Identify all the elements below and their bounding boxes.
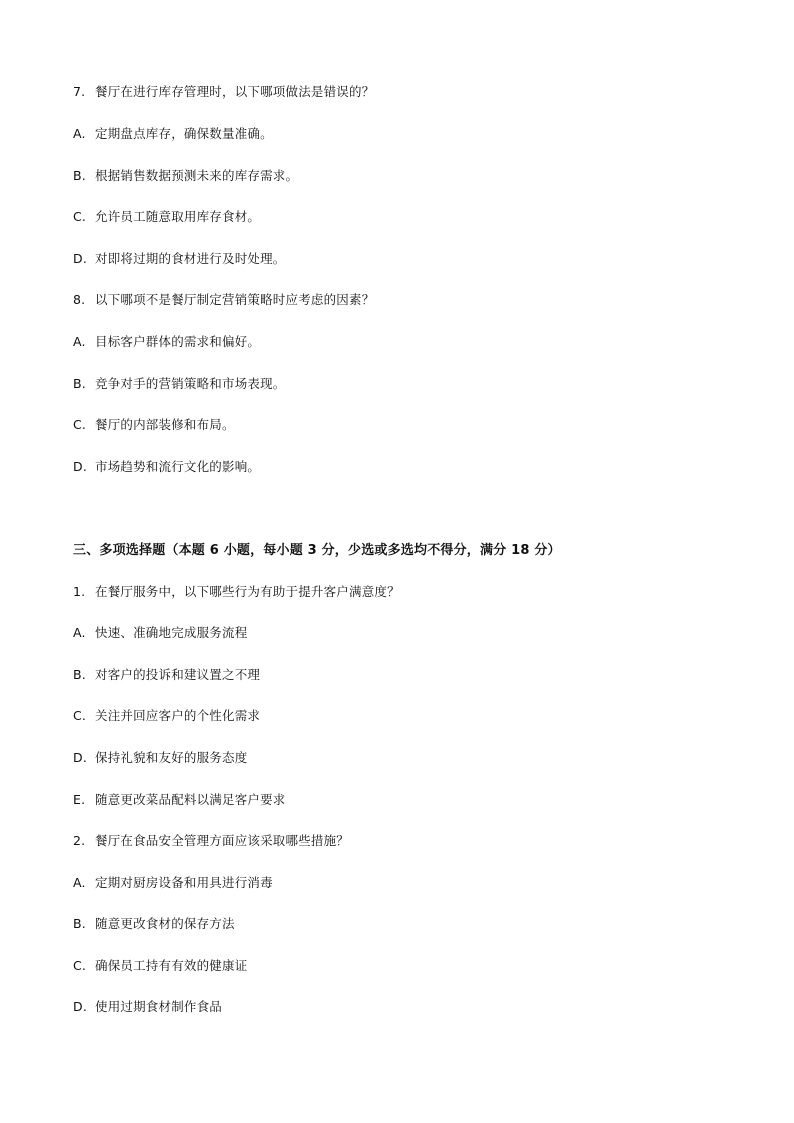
option-text: 定期盘点库存，确保数量准确。 <box>95 126 273 141</box>
option-letter: E. <box>73 792 86 807</box>
option-letter: A. <box>73 334 86 349</box>
question-text: 餐厅在食品安全管理方面应该采取哪些措施？ <box>95 833 350 848</box>
option-text: 根据销售数据预测未来的库存需求。 <box>95 168 299 183</box>
question-text: 餐厅在进行库存管理时，以下哪项做法是错误的？ <box>95 84 375 99</box>
option-7c <box>73 209 260 225</box>
question-7 <box>73 84 374 100</box>
option-text: 确保员工持有有效的健康证 <box>95 958 248 973</box>
option-3-2c <box>73 958 247 974</box>
question-number: 2. <box>73 833 86 848</box>
option-7d <box>73 251 286 267</box>
option-8c <box>73 417 235 433</box>
option-text: 保持礼貌和友好的服务态度 <box>95 750 248 765</box>
option-text: 使用过期食材制作食品 <box>95 999 223 1014</box>
option-letter: C. <box>73 958 87 973</box>
question-3-1 <box>73 584 400 600</box>
option-letter: A. <box>73 875 86 890</box>
option-text: 随意更改食材的保存方法 <box>95 916 235 931</box>
question-number: 8. <box>73 292 86 307</box>
section-heading: 三、多项选择题（本题 6 小题，每小题 3 分，少选或多选均不得分，满分 18 分） <box>73 543 561 558</box>
question-number: 7. <box>73 84 86 99</box>
option-letter: B. <box>73 916 86 931</box>
option-letter: C. <box>73 708 87 723</box>
option-text: 定期对厨房设备和用具进行消毒 <box>95 875 273 890</box>
option-3-2a <box>73 875 273 891</box>
option-letter: D. <box>73 251 87 266</box>
option-text: 随意更改菜品配料以满足客户要求 <box>95 792 286 807</box>
option-8b <box>73 376 286 392</box>
option-8d <box>73 459 260 475</box>
option-letter: B. <box>73 376 86 391</box>
option-3-2b <box>73 916 235 932</box>
option-letter: A. <box>73 625 86 640</box>
option-3-1e <box>73 792 286 808</box>
question-number: 1. <box>73 584 86 599</box>
option-text: 允许员工随意取用库存食材。 <box>95 209 261 224</box>
option-text: 快速、准确地完成服务流程 <box>95 625 248 640</box>
option-letter: C. <box>73 209 87 224</box>
option-7a <box>73 126 273 142</box>
option-letter: D. <box>73 999 87 1014</box>
option-text: 竞争对手的营销策略和市场表现。 <box>95 376 286 391</box>
option-letter: D. <box>73 459 87 474</box>
option-letter: B. <box>73 667 86 682</box>
option-letter: A. <box>73 126 86 141</box>
option-text: 对客户的投诉和建议置之不理 <box>95 667 261 682</box>
option-3-1b <box>73 667 260 683</box>
option-text: 市场趋势和流行文化的影响。 <box>95 459 261 474</box>
option-8a <box>73 334 260 350</box>
option-text: 对即将过期的食材进行及时处理。 <box>95 251 286 266</box>
question-text: 在餐厅服务中，以下哪些行为有助于提升客户满意度？ <box>95 584 400 599</box>
option-3-1d <box>73 750 247 766</box>
option-letter: D. <box>73 750 87 765</box>
option-7b <box>73 168 298 184</box>
question-3-2 <box>73 833 349 849</box>
option-3-1a <box>73 625 247 641</box>
option-3-2d <box>73 999 222 1015</box>
option-text: 餐厅的内部装修和布局。 <box>95 417 235 432</box>
option-text: 关注并回应客户的个性化需求 <box>95 708 261 723</box>
option-text: 目标客户群体的需求和偏好。 <box>95 334 261 349</box>
option-letter: C. <box>73 417 87 432</box>
option-3-1c <box>73 708 260 724</box>
question-text: 以下哪项不是餐厅制定营销策略时应考虑的因素？ <box>95 292 375 307</box>
option-letter: B. <box>73 168 86 183</box>
question-8 <box>73 292 374 308</box>
